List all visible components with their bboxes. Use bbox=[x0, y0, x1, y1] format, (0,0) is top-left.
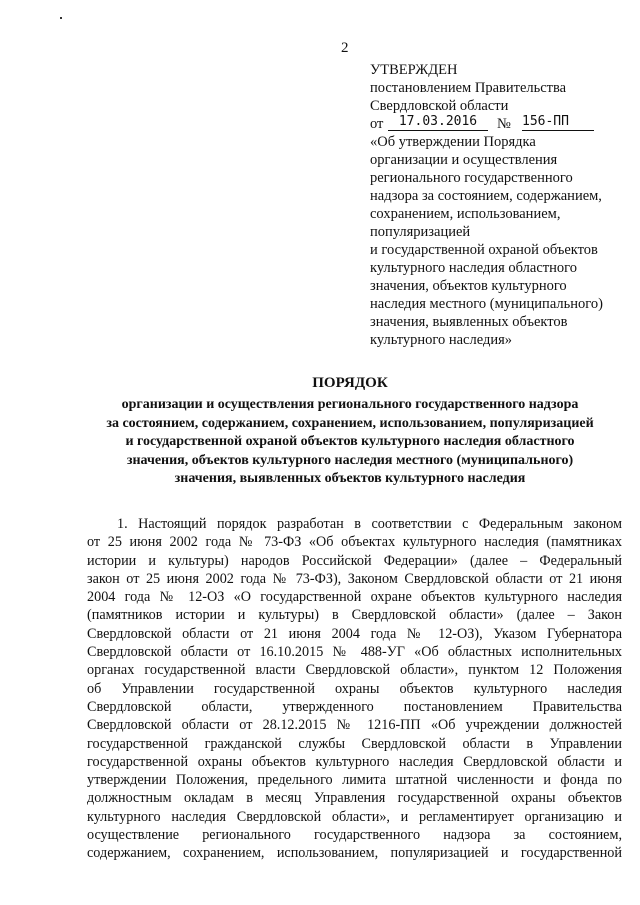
approval-title-line: «Об утверждении Порядка bbox=[370, 134, 536, 150]
scan-speck bbox=[60, 17, 62, 19]
body-line: закон от 25 июня 2002 года № 73-ФЗ), Законом Свердловской области от 21 июня bbox=[87, 570, 622, 587]
subtitle-line: организации и осуществления регионального государственного надзора bbox=[121, 397, 579, 412]
approval-number: 156-ПП bbox=[522, 113, 594, 131]
body-line: органах государственной власти Свердловской области», пунктом 12 Положения bbox=[87, 662, 622, 679]
body-line: культурного наследия Свердловской области», и регламентирует организацию и bbox=[87, 808, 622, 825]
approval-title-line: надзора за состоянием, содержанием, bbox=[370, 188, 602, 204]
body-line: Свердловской области от 21 июня 2004 года № 12-ОЗ), Указом Губернатора bbox=[87, 625, 622, 642]
approval-title-line: популяризацией bbox=[370, 224, 471, 240]
body-line: осуществление регионального государственного надзора за состоянием, bbox=[87, 827, 622, 844]
body-line: Свердловской области от 28.12.2015 № 1216-ПП «Об учреждении должностей bbox=[87, 717, 622, 734]
body-line: 1. Настоящий порядок разработан в соответствии с Федеральным законом bbox=[117, 516, 622, 532]
body-line: 2004 года № 12-ОЗ «О государственной охране объектов культурного наследия bbox=[87, 589, 622, 606]
body-line: от 25 июня 2002 года № 73-ФЗ «Об объектах культурного наследия (памятниках bbox=[87, 534, 622, 551]
subtitle-line: за состоянием, содержанием, сохранением, использованием, популяризацией bbox=[106, 415, 594, 431]
approval-title-line: организации и осуществления bbox=[370, 152, 558, 168]
page-number: 2 bbox=[341, 40, 349, 56]
body-line: Свердловской области от 16.10.2015 № 488-УГ «Об областных исполнительных bbox=[87, 644, 622, 661]
approval-title-line: сохранением, использованием, bbox=[370, 206, 561, 222]
approval-date-line bbox=[370, 115, 620, 133]
subtitle-line: значения, объектов культурного наследия местного (муниципального) bbox=[126, 452, 574, 468]
body-line: истории и культуры) народов Российской Федерации» (далее – Федеральный bbox=[87, 552, 622, 569]
approval-title-line: наследия местного (муниципального) bbox=[370, 296, 603, 312]
body-line: об Управлении государственной охраны объектов культурного наследия bbox=[87, 680, 622, 697]
approval-line-2: Свердловской области bbox=[370, 98, 509, 114]
body-line: должностным окладам в месяц Управления государственной охраны объектов bbox=[87, 790, 622, 807]
approval-title-line: культурного наследия» bbox=[370, 332, 513, 348]
approval-heading: УТВЕРЖДЕН bbox=[370, 62, 458, 78]
approval-line-1: постановлением Правительства bbox=[370, 80, 567, 96]
from-label: от bbox=[370, 116, 384, 132]
approval-title-line: и государственной охраной объектов bbox=[370, 242, 598, 258]
body-line: содержанием, сохранением, использованием, популяризацией и государственной bbox=[87, 845, 622, 862]
approval-stamp bbox=[370, 61, 620, 349]
body-line: государственной охраны объектов культурного наследия Свердловской области и bbox=[87, 753, 622, 770]
subtitle-line: и государственной охраной объектов культурного наследия областного bbox=[125, 434, 575, 449]
body-line: государственной гражданской службы Свердловской области в Управлении bbox=[87, 735, 622, 752]
subtitle-line: значения, выявленных объектов культурного наследия bbox=[174, 471, 526, 486]
body-paragraph bbox=[87, 515, 622, 863]
number-label: № bbox=[497, 116, 511, 132]
approval-title-line: значения, объектов культурного bbox=[370, 278, 567, 294]
approval-title-line: значения, выявленных объектов bbox=[370, 314, 568, 330]
approval-title-line: культурного наследия областного bbox=[370, 260, 577, 276]
approval-date: 17.03.2016 bbox=[388, 113, 488, 131]
approval-title-line: регионального государственного bbox=[370, 170, 573, 186]
document-subtitle bbox=[75, 396, 625, 489]
document-title: ПОРЯДОК bbox=[312, 375, 388, 391]
body-line: утверждении Положения, предельного лимита штатной численности и фонда по bbox=[87, 772, 622, 789]
body-line: Свердловской области, утвержденного постановлением Правительства bbox=[87, 698, 622, 715]
body-line: (памятников истории и культуры) в Свердловской области» (далее – Закон bbox=[87, 607, 622, 624]
